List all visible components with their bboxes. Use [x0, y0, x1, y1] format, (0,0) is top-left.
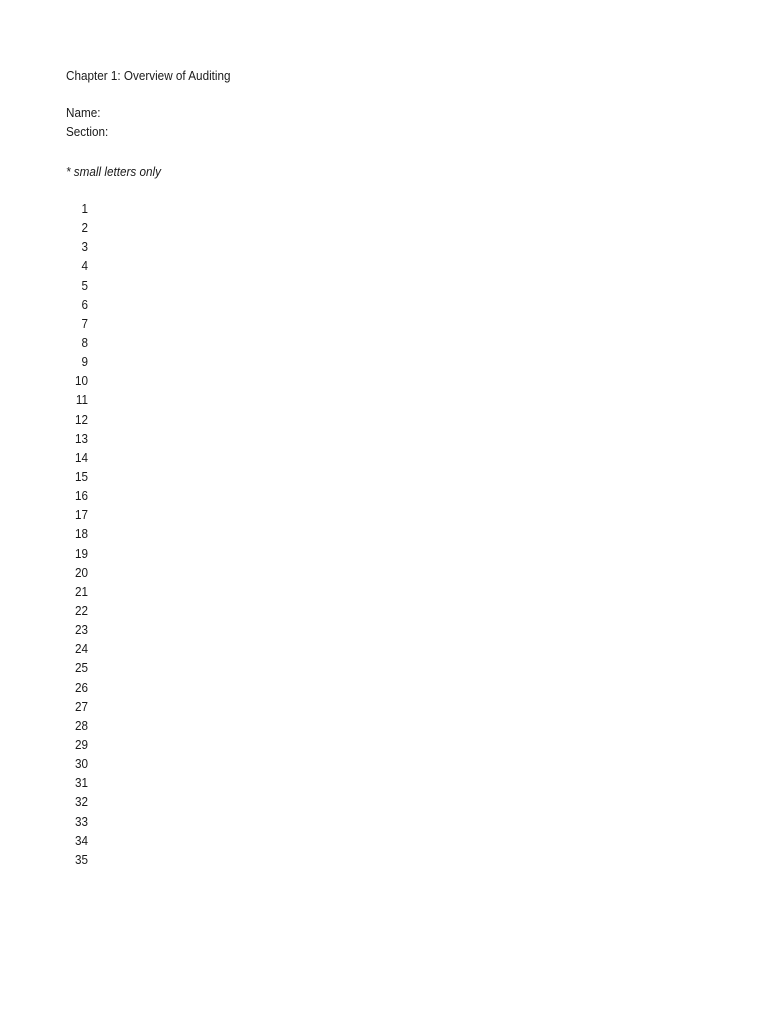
- item-number: 18: [74, 526, 88, 542]
- item-number: 14: [74, 449, 88, 465]
- item-number: 27: [74, 698, 88, 714]
- document-title: Chapter 1: Overview of Auditing: [66, 68, 231, 83]
- item-number: 29: [74, 736, 88, 752]
- item-number: 2: [81, 220, 88, 236]
- item-number: 1: [81, 201, 88, 216]
- item-number: 17: [74, 507, 88, 523]
- item-number-list: [60, 199, 88, 869]
- item-number: 9: [81, 354, 88, 370]
- item-number: 26: [74, 679, 88, 695]
- item-number: 21: [74, 583, 88, 599]
- item-number: 7: [81, 315, 88, 331]
- item-number: 32: [74, 794, 88, 810]
- item-number: 33: [74, 813, 88, 829]
- item-number: 8: [81, 334, 88, 350]
- item-number: 13: [74, 430, 88, 446]
- item-number: 16: [74, 488, 88, 504]
- item-number: 4: [81, 258, 88, 274]
- item-number: 30: [74, 756, 88, 772]
- item-number: 28: [74, 717, 88, 733]
- item-number: 10: [74, 373, 88, 389]
- item-number: 20: [74, 564, 88, 580]
- item-number: 25: [74, 660, 88, 676]
- item-number: 22: [74, 602, 88, 618]
- item-number: 19: [74, 545, 88, 561]
- item-number: 6: [81, 296, 88, 312]
- item-number: 34: [74, 832, 88, 848]
- name-label: Name:: [66, 105, 101, 120]
- item-number: 23: [74, 622, 88, 638]
- item-number: 3: [81, 239, 88, 255]
- item-number: 24: [74, 641, 88, 657]
- section-label: Section:: [66, 124, 109, 139]
- item-number: 31: [74, 775, 88, 791]
- item-number: 35: [74, 851, 88, 867]
- item-number: 12: [74, 411, 88, 427]
- item-number: 5: [81, 277, 88, 293]
- item-number: 11: [75, 392, 88, 408]
- item-number: 15: [74, 468, 88, 484]
- instruction-note: * small letters only: [66, 164, 161, 179]
